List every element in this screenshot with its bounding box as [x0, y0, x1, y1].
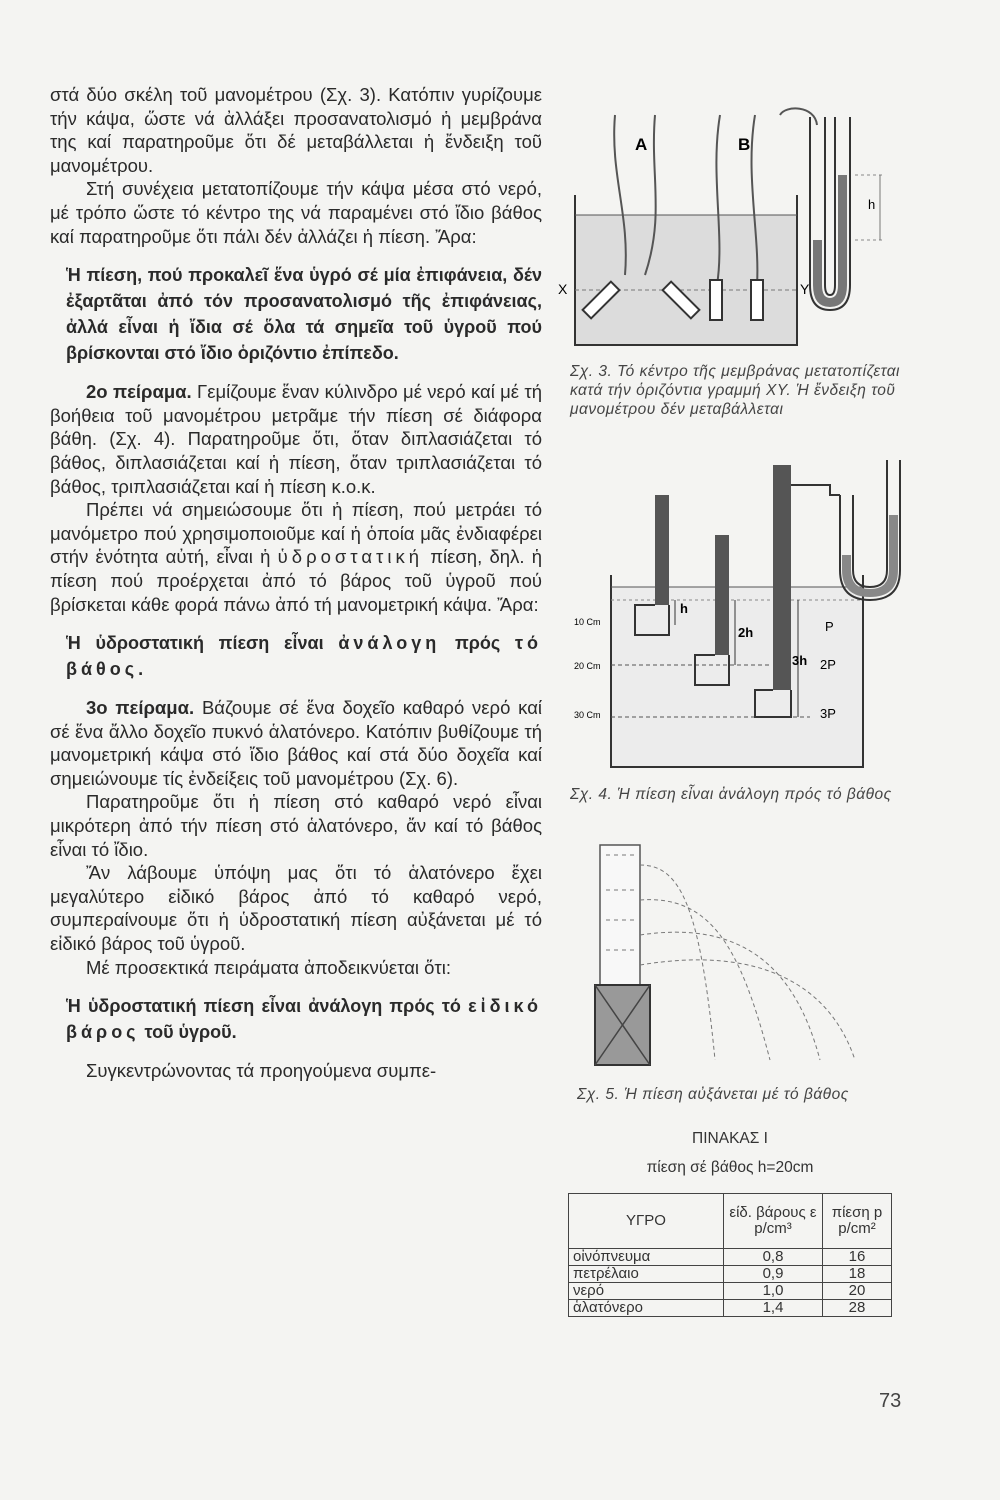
- label-y: Y: [800, 281, 810, 297]
- principle-3-part-a: Ἡ ὑδροστατική πίεση εἶναι ἀνάλογη πρός τό: [66, 996, 469, 1017]
- principle-3: [66, 993, 542, 1045]
- table-title: ΠΙΝΑΚΑΣ Ι: [692, 1130, 768, 1147]
- principle-2-emphasis-2: τό βάθος.: [66, 633, 542, 680]
- experiment-3-heading: 3ο πείραμα.: [86, 697, 195, 719]
- cell-weight: 1,4: [724, 1300, 823, 1317]
- paragraph-4-part-a: Πρέπει νά σημειώσουμε ὅτι ἡ πίεση, πού μετράει τό μανόμετρο πού χρησιμοποιοῦμε καί ἡ ὁποία μᾶς ἐνδιαφέρει στήν ἑνότητα αὐτή, εἶναι ἡ: [50, 499, 542, 568]
- label-p: P: [825, 619, 834, 634]
- capsule: [751, 280, 763, 320]
- paragraph-6: Παρατηροῦμε ὅτι ἡ πίεση στό καθαρό νερό εἶναι μικρότερη ἀπό τήν πίεση στό ἁλατόνερο, ἄν καί τό βάθος εἶναι τό ἴδιο.: [50, 791, 542, 860]
- principle-2-part-a: Ἡ ὑδροστατική πίεση εἶναι: [66, 633, 339, 654]
- header-weight: είδ. βάρους ε p/cm³: [724, 1194, 823, 1249]
- cell-weight: 0,8: [724, 1249, 823, 1266]
- depth-30: 30 Cm: [574, 710, 601, 720]
- cell-liquid: νερό: [569, 1283, 724, 1300]
- label-a: A: [635, 135, 648, 154]
- probe-1: [655, 495, 669, 605]
- principle-3-emphasis: εἰδικό βάρος: [66, 996, 542, 1043]
- principle-2-part-b: πρός: [440, 633, 515, 654]
- cell-weight: 0,9: [724, 1266, 823, 1283]
- capsule: [710, 280, 722, 320]
- paragraph-7: Ἄν λάβουμε ὑπόψη μας ὅτι τό ἁλατόνερο ἔχει μεγαλύτερο εἰδικό βάρος ἀπό τό καθαρό νερό, συμπεραίνουμε ὅτι ἡ ὑδροστατική πίεση αὐξάνεται μέ τό εἰδικό βάρος τοῦ ὑγροῦ.: [50, 862, 542, 955]
- cell-liquid: οἰνόπνευμα: [569, 1249, 724, 1266]
- figure-5-caption: Σχ. 5. Ἡ πίεση αὐξάνεται μέ τό βάθος: [577, 1086, 849, 1103]
- header-liquid: ΥΓΡΟ: [569, 1194, 724, 1249]
- cell-pressure: 16: [823, 1249, 892, 1266]
- label-2h: 2h: [738, 625, 754, 640]
- table-row: [569, 1249, 892, 1266]
- paragraph-1: στά δύο σκέλη τοῦ μανομέτρου (Σχ. 3). Κατόπιν γυρίζουμε τήν κάψα, ὥστε νά ἀλλάξει προσανατολισμό ἡ μεμβράνα της καί παρατηροῦμε ὅτι δέ μεταβάλλεται ἡ ἔνδειξη τοῦ μανομέτρου.: [50, 84, 542, 176]
- principle-2-emphasis: ἀνάλογη: [338, 633, 441, 654]
- paragraph-2: Στή συνέχεια μετατοπίζουμε τήν κάψα μέσα στό νερό, μέ τρόπο ὥστε τό κέντρο της νά παραμένει στό ἴδιο βάθος καί παρατηροῦμε ὅτι πάλι δέν ἀλλάζει ἡ πίεση. Ἄρα:: [50, 178, 542, 247]
- experiment-3-text: Βάζουμε σέ ἕνα δοχεῖο καθαρό νερό καί σέ ἕνα ἄλλο δοχεῖο πυκνό ἁλατόνερο. Κατόπιν βυθίζουμε τή μανομετρική κάψα στό ἴδιο βάθος καί στά δύο δοχεῖα καί σημειώνουμε τίς ἐνδείξεις τοῦ μανομέτρου (Σχ. 6).: [50, 697, 542, 789]
- jet-3: [640, 932, 820, 1060]
- cell-weight: 1,0: [724, 1283, 823, 1300]
- figure-4: [570, 455, 925, 775]
- depth-10: 10 Cm: [574, 617, 601, 627]
- figure-5: [580, 835, 880, 1080]
- cell-pressure: 28: [823, 1300, 892, 1317]
- table-row: [569, 1300, 892, 1317]
- depth-20: 20 Cm: [574, 661, 601, 671]
- paragraph-8: Μέ προσεκτικά πειράματα ἀποδεικνύεται ὅτι:: [86, 956, 451, 978]
- figure-3: [555, 95, 890, 360]
- table-subtitle: πίεση σέ βάθος h=20cm: [646, 1159, 814, 1176]
- text-column: [50, 83, 542, 1083]
- principle-3-part-b: τοῦ ὑγροῦ.: [139, 1022, 237, 1043]
- principle-2: [66, 630, 542, 682]
- probe-3: [773, 465, 791, 690]
- cell-pressure: 18: [823, 1266, 892, 1283]
- paragraph-4-part-b: πίεση, δηλ. ἡ πίεση πού προέρχεται ἀπό τό βάρος τοῦ ὑγροῦ πού βρίσκεται κάθε φορά πάνω ἀπό τή μανομετρική κάψα. Ἄρα:: [50, 546, 542, 615]
- table-row: [569, 1266, 892, 1283]
- jet-1: [640, 865, 715, 1060]
- label-3p: 3P: [820, 706, 836, 721]
- paragraph-experiment-2: [50, 380, 542, 498]
- label-h: h: [868, 197, 876, 212]
- experiment-2-heading: 2ο πείραμα.: [86, 381, 192, 403]
- label-3h: 3h: [792, 653, 808, 668]
- cell-liquid: πετρέλαιο: [569, 1266, 724, 1283]
- paragraph-experiment-3: [50, 696, 542, 790]
- figure-4-caption: Σχ. 4. Ἡ πίεση εἶναι ἀνάλογη πρός τό βάθος: [570, 786, 892, 803]
- paragraph-4-emphasis: ὑδροστατική: [277, 546, 423, 568]
- probe-2: [715, 535, 729, 655]
- paragraph-4: [50, 498, 542, 616]
- page-number: 73: [879, 1390, 902, 1412]
- label-2p: 2P: [820, 657, 836, 672]
- paragraph-9: Συγκεντρώνοντας τά προηγούμενα συμπε-: [86, 1060, 437, 1082]
- table-row: [569, 1283, 892, 1300]
- label-x: X: [558, 281, 568, 297]
- cell-liquid: ἁλατόνερο: [569, 1300, 724, 1317]
- table-header: [569, 1194, 892, 1249]
- experiment-2-text: Γεμίζουμε ἕναν κύλινδρο μέ νερό καί μέ τή βοήθεια τοῦ μανομέτρου μετρᾶμε τήν πίεση σέ διάφορα βάθη. (Σχ. 4). Παρατηροῦμε ὅτι, ὅταν διπλασιάζεται τό βάθος, διπλασιάζεται καί ἡ πίεση, ὅταν τριπλασιάζεται τό βάθος, τριπλασιάζεται καί ἡ πίεση κ.ο.κ.: [50, 381, 543, 497]
- header-pressure: πίεση p p/cm²: [823, 1194, 892, 1249]
- principle-1: Ἡ πίεση, πού προκαλεῖ ἕνα ὑγρό σέ μία ἐπιφάνεια, δέν ἐξαρτᾶται ἀπό τόν προσανατολισμό τῆς ἐπιφάνειας, ἀλλά εἶναι ἡ ἴδια σέ ὅλα τά σημεῖα τοῦ ὑγροῦ πού βρίσκονται στό ἴδιο ὁριζόντιο ἐπίπεδο.: [66, 265, 542, 364]
- jet-4: [640, 960, 855, 1060]
- label-b: B: [738, 135, 751, 154]
- manometer-liquid: [813, 175, 847, 307]
- figure-3-caption: Σχ. 3. Τό κέντρο τῆς μεμβράνας μετατοπίζεται κατά τήν ὁριζόντια γραμμή ΧΥ. Ἡ ἔνδειξη τοῦ μανομέτρου δέν μεταβάλλεται: [570, 363, 900, 418]
- cylinder-water: [611, 587, 863, 767]
- density-table: [568, 1193, 892, 1317]
- cell-pressure: 20: [823, 1283, 892, 1300]
- label-h: h: [680, 601, 688, 616]
- water-column: [600, 845, 640, 985]
